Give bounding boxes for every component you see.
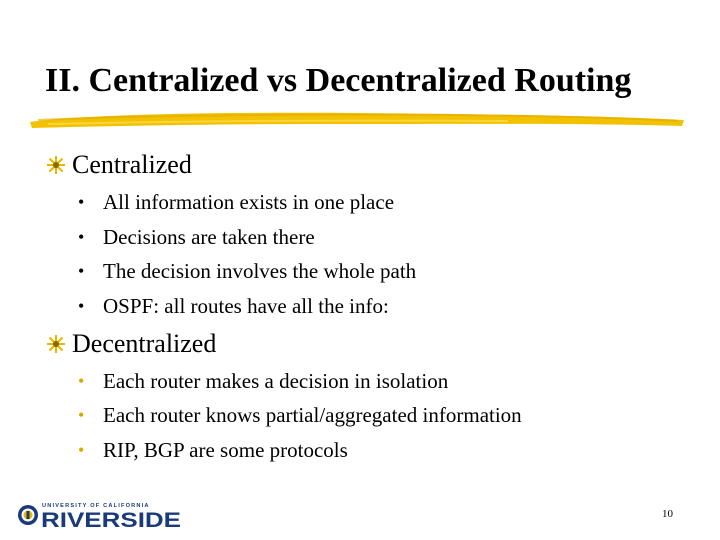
ucr-logo [17, 500, 183, 530]
list-item-text: RIP, BGP are some protocols [103, 438, 348, 462]
starburst-icon [46, 155, 66, 175]
bullet-dot: • [78, 405, 85, 425]
section-heading-decentralized [46, 329, 216, 359]
list-item-text: Each router makes a decision in isolation [103, 369, 449, 393]
logo-main-text: RIVERSIDE [41, 509, 181, 530]
section-heading-label: Decentralized [72, 329, 217, 358]
bullet-dot: • [78, 296, 85, 316]
section-heading-label: Centralized [72, 150, 192, 179]
list-item [78, 438, 348, 463]
brush-stroke-underline [28, 108, 688, 130]
list-item-text: All information exists in one place [103, 190, 395, 214]
starburst-icon [46, 334, 66, 354]
bullet-dot: • [78, 440, 85, 460]
bullet-dot: • [78, 192, 85, 212]
university-seal-icon [18, 505, 38, 525]
list-item [78, 259, 416, 284]
list-item-text: The decision involves the whole path [103, 259, 417, 283]
logo-top-text: UNIVERSITY OF CALIFORNIA [42, 503, 150, 509]
list-item-text: Decisions are taken there [103, 225, 315, 249]
list-item-text: OSPF: all routes have all the info: [103, 294, 389, 318]
list-item [78, 225, 315, 250]
bullet-dot: • [78, 227, 85, 247]
list-item-text: Each router knows partial/aggregated information [103, 403, 522, 427]
list-item [78, 369, 448, 394]
bullet-dot: • [78, 261, 85, 281]
list-item [78, 294, 389, 319]
slide-title: II. Centralized vs Decentralized Routing [45, 62, 632, 99]
list-item [78, 190, 394, 215]
section-heading-centralized [46, 150, 192, 180]
bullet-dot: • [78, 371, 85, 391]
page-number: 10 [662, 508, 673, 520]
list-item [78, 403, 522, 428]
